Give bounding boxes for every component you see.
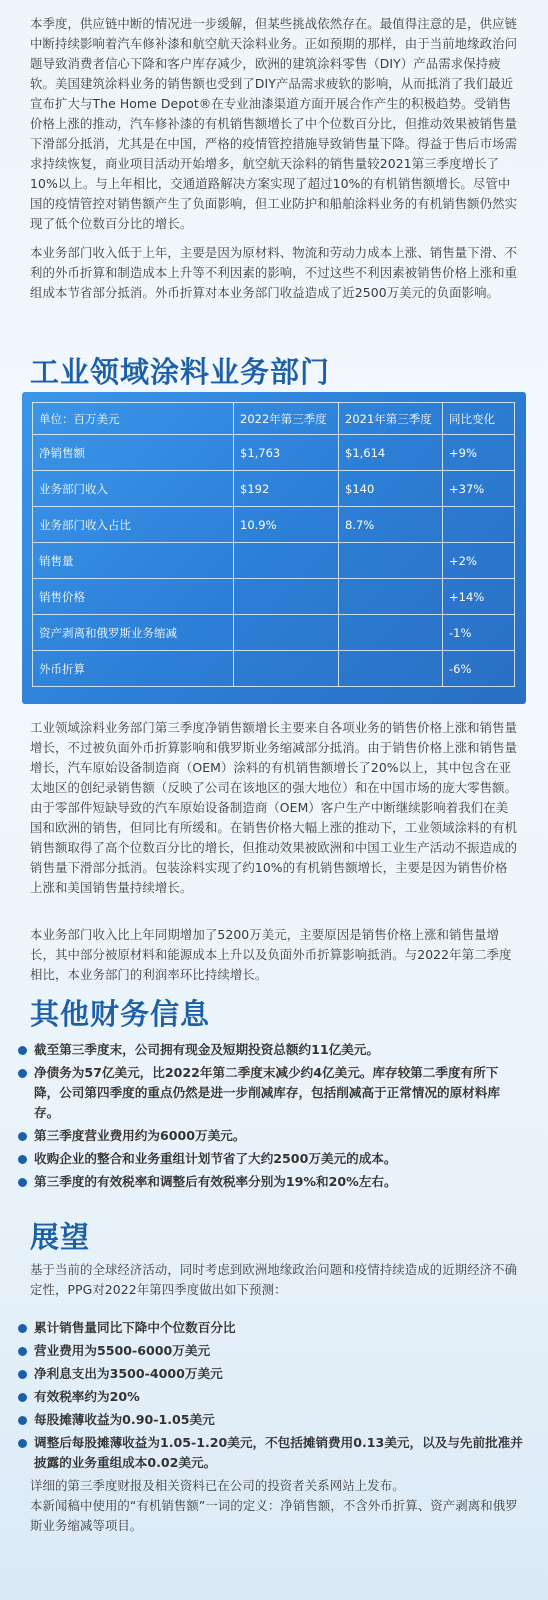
table-cell: 10.9% <box>234 507 339 543</box>
footer-line-1: 详细的第三季度财报及相关资料已在公司的投资者关系网站上发布。 <box>30 1478 405 1493</box>
table-header-cell: 2022年第三季度 <box>234 403 339 435</box>
list-item-text: 净债务为57亿美元，比2022年第二季度末减少约4亿美元。库存较第二季度有所下降，公司第四季度的重点仍然是进一步削减库存，包括削减高于正常情况的原材料库存。 <box>34 1065 500 1120</box>
table-cell <box>234 615 339 651</box>
list-item <box>18 1387 523 1407</box>
list-item-text: 收购企业的整合和业务重组计划节省了大约2500万美元的成本。 <box>34 1151 397 1166</box>
bullet-dot-icon <box>18 1347 27 1356</box>
bullet-dot-icon <box>18 1416 27 1425</box>
table-cell: -1% <box>443 615 515 651</box>
table-header-cell: 同比变化 <box>443 403 515 435</box>
table-cell: 销售价格 <box>33 579 234 615</box>
table-cell: +37% <box>443 471 515 507</box>
table-cell: $1,614 <box>339 435 443 471</box>
bullet-dot-icon <box>18 1069 27 1078</box>
table-cell: +14% <box>443 579 515 615</box>
table-cell: $192 <box>234 471 339 507</box>
table-cell: +9% <box>443 435 515 471</box>
list-item-text: 每股摊薄收益为0.90-1.05美元 <box>34 1412 215 1427</box>
list-item <box>18 1149 523 1169</box>
outlook-intro: 基于当前的全球经济活动，同时考虑到欧洲地缘政治问题和疫情持续造成的近期经济不确定性，PPG对2022年第四季度做出如下预测： <box>30 1262 518 1297</box>
table-row <box>33 579 515 615</box>
list-item-text: 第三季度营业费用约为6000万美元。 <box>34 1128 246 1143</box>
list-item <box>18 1126 523 1146</box>
table-cell: $1,763 <box>234 435 339 471</box>
table-cell: 外币折算 <box>33 651 234 687</box>
table-row <box>33 615 515 651</box>
bullet-dot-icon <box>18 1393 27 1402</box>
table-header-row <box>33 403 515 435</box>
other-financial-list <box>18 1040 523 1195</box>
table-row <box>33 507 515 543</box>
table-cell <box>443 507 515 543</box>
table-row <box>33 651 515 687</box>
list-item <box>18 1341 523 1361</box>
list-item <box>18 1318 523 1338</box>
bullet-dot-icon <box>18 1155 27 1164</box>
list-item-text: 净利息支出为3500-4000万美元 <box>34 1366 223 1381</box>
list-item-text: 累计销售量同比下降中个位数百分比 <box>34 1320 236 1335</box>
table-row <box>33 543 515 579</box>
footer-line-2: 本新闻稿中使用的“有机销售额”一词的定义：净销售额，不含外币折算、资产剥离和俄罗斯业务缩减等项目。 <box>30 1498 518 1533</box>
table-cell <box>234 543 339 579</box>
table-cell <box>339 543 443 579</box>
bullet-dot-icon <box>18 1439 27 1448</box>
table-header-cell: 单位：百万美元 <box>33 403 234 435</box>
other-financial-heading: 其他财务信息 <box>30 997 211 1031</box>
table-cell: $140 <box>339 471 443 507</box>
bullet-dot-icon <box>18 1370 27 1379</box>
industrial-paragraph-2: 本业务部门收入比上年同期增加了5200万美元，主要原因是销售价格上涨和销售量增长，其中部分被原材料和能源成本上升以及负面外币折算影响抵消。与2022年第二季度相比，本业务部门的利润率环比持续增长。 <box>30 927 512 982</box>
table-cell: 净销售额 <box>33 435 234 471</box>
list-item <box>18 1040 523 1060</box>
list-item-text: 营业费用为5500-6000万美元 <box>34 1343 211 1358</box>
list-item <box>18 1172 523 1192</box>
list-item <box>18 1063 523 1123</box>
list-item <box>18 1364 523 1384</box>
bullet-dot-icon <box>18 1324 27 1333</box>
table-cell <box>234 651 339 687</box>
table-cell <box>339 651 443 687</box>
industrial-paragraph-1: 工业领域涂料业务部门第三季度净销售额增长主要来自各项业务的销售价格上涨和销售量增长，不过被负面外币折算影响和俄罗斯业务缩减部分抵消。由于销售价格上涨和销售量增长，汽车原始设备制造商（OEM）涂料的有机销售额增长了20%以上，其中包含在亚太地区的创纪录销售额（反映了公司在该地区的强大地位）和在中国市场的庞大零售额。由于零部件短缺导致的汽车原始设备制造商（OEM）客户生产中断继续影响着我们在美国和欧洲的销售，但同比有所缓和。在销售价格大幅上涨的推动下，工业领域涂料的有机销售额取得了高个位数百分比的增长，但推动效果被欧洲和中国工业生产活动不振造成的销售量下滑部分抵消。包装涂料实现了约10%的有机销售额增长，主要是因为销售价格上涨和美国销售量持续增长。 <box>30 720 518 895</box>
footer-notes <box>0 1476 548 1536</box>
list-item <box>18 1410 523 1430</box>
bullet-dot-icon <box>18 1132 27 1141</box>
intro-paragraph-1: 本季度，供应链中断的情况进一步缓解，但某些挑战依然存在。最值得注意的是，供应链中断持续影响着汽车修补漆和航空航天涂料业务。正如预期的那样，由于当前地缘政治问题导致消费者信心下降和客户库存减少，欧洲的建筑涂料零售（DIY）产品需求保持疲软。美国建筑涂料业务的销售额也受到了DIY产品需求疲软的影响，从而抵消了我们最近宣布扩大与The Home Depot®在专业油漆渠道方面开展合作产生的积极趋势。受销售价格上涨的推动，汽车修补漆的有机销售额增长了中个位数百分比，但推动效果被销售量下滑部分抵消，尤其是在中国，严格的疫情管控措施导致销售量下降。得益于售后市场需求持续恢复，商业项目活动开始增多，航空航天涂料的销售量较2021第三季度增长了10%以上。与上年相比，交通道路解决方案实现了超过10%的有机销售额增长。尽管中国的疫情管控对销售额产生了负面影响，但工业防护和船舶涂料业务的有机销售额仍然实现了低个位数百分比的增长。 <box>30 16 518 231</box>
table-cell: 资产剥离和俄罗斯业务缩减 <box>33 615 234 651</box>
outlook-list <box>18 1318 523 1476</box>
table-header-cell: 2021年第三季度 <box>339 403 443 435</box>
industrial-results-table <box>32 402 515 687</box>
outlook-heading: 展望 <box>30 1220 91 1254</box>
table-cell: 8.7% <box>339 507 443 543</box>
list-item-text: 截至第三季度末，公司拥有现金及短期投资总额约11亿美元。 <box>34 1042 379 1057</box>
list-item-text: 调整后每股摊薄收益为1.05-1.20美元，不包括摊销费用0.13美元，以及与先前批准并披露的业务重组成本0.02美元。 <box>34 1435 523 1470</box>
table-cell <box>339 579 443 615</box>
bullet-dot-icon <box>18 1178 27 1187</box>
table-cell: -6% <box>443 651 515 687</box>
table-cell: 业务部门收入 <box>33 471 234 507</box>
table-cell <box>234 579 339 615</box>
table-cell: 业务部门收入占比 <box>33 507 234 543</box>
table-cell: +2% <box>443 543 515 579</box>
intro-paragraph-2: 本业务部门收入低于上年，主要是因为原材料、物流和劳动力成本上涨、销售量下滑、不利的外币折算和制造成本上升等不利因素的影响，不过这些不利因素被销售价格上涨和重组成本节省部分抵消。外币折算对本业务部门收益造成了近2500万美元的负面影响。 <box>30 245 518 300</box>
bullet-dot-icon <box>18 1046 27 1055</box>
table-cell: 销售量 <box>33 543 234 579</box>
list-item <box>18 1433 523 1473</box>
table-row <box>33 435 515 471</box>
table-row <box>33 471 515 507</box>
industrial-table-panel <box>22 392 526 704</box>
list-item-text: 第三季度的有效税率和调整后有效税率分别为19%和20%左右。 <box>34 1174 397 1189</box>
industrial-heading: 工业领域涂料业务部门 <box>30 355 331 389</box>
table-cell <box>339 615 443 651</box>
list-item-text: 有效税率约为20% <box>34 1389 140 1404</box>
